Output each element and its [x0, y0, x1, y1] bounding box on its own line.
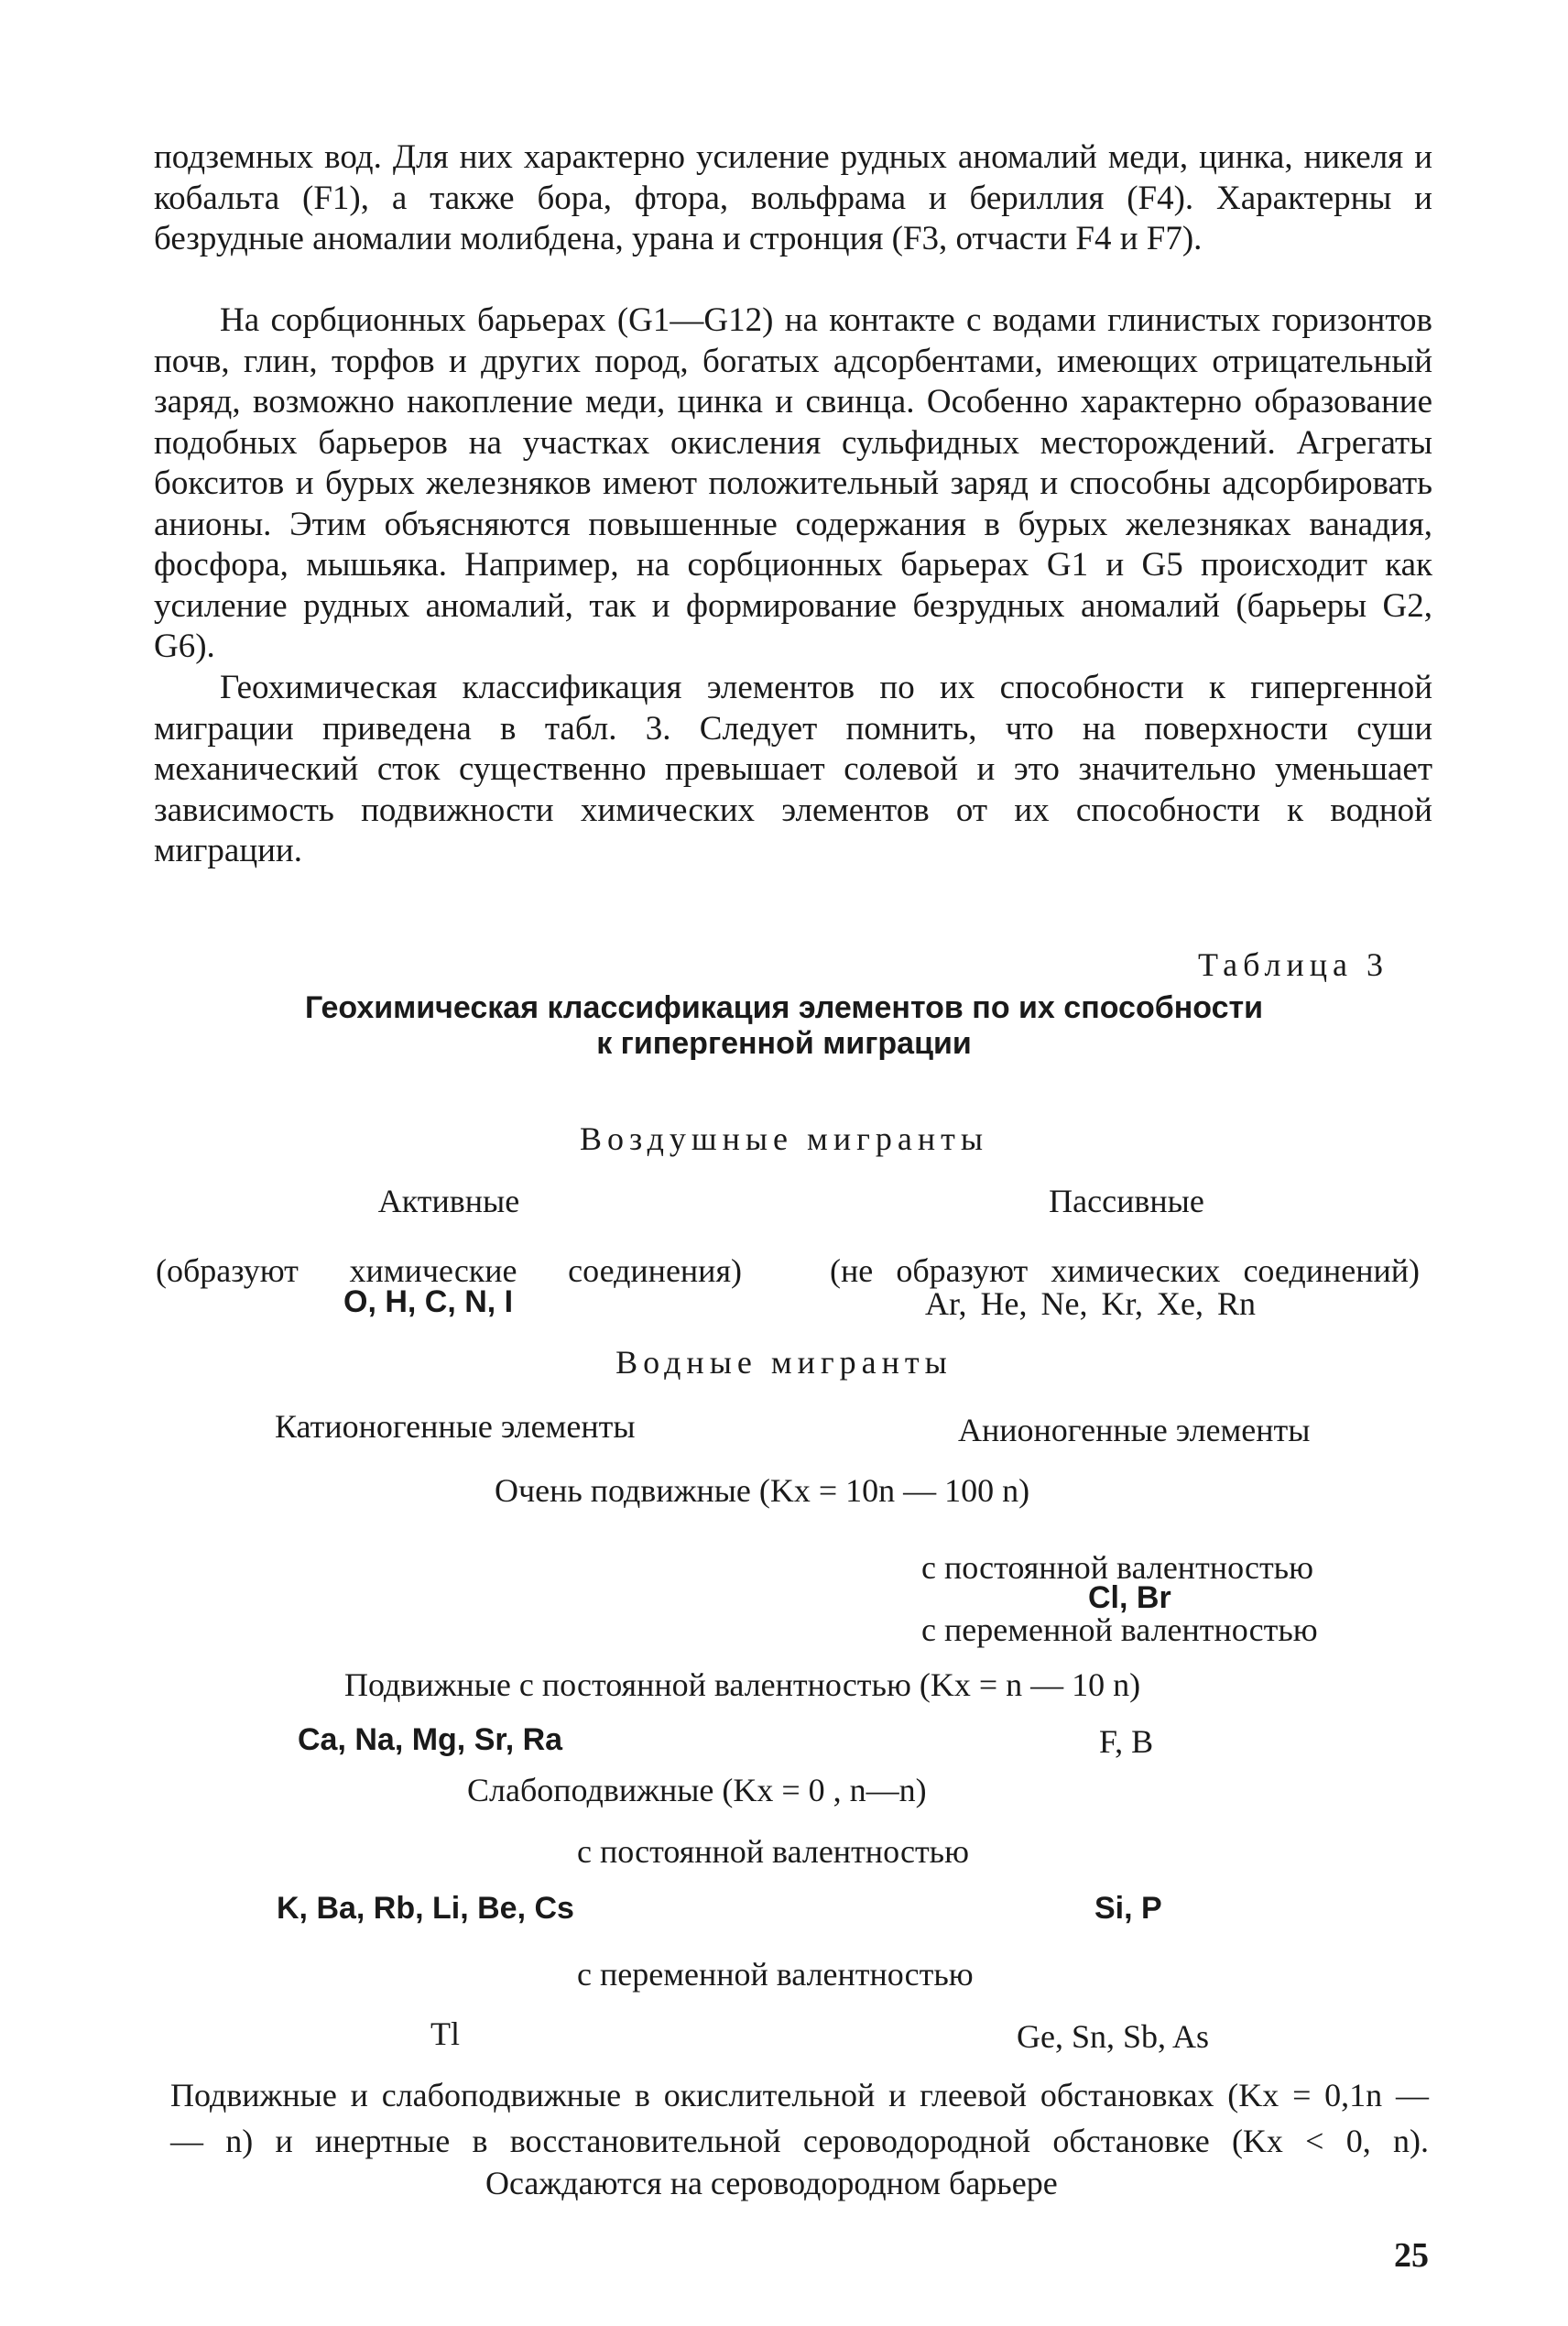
redox-line-2: — n) и инертные в восстановительной сероводородной обстановке (Kx < 0, n).	[170, 2123, 1429, 2159]
water-migrants-heading: Водные мигранты	[615, 1344, 953, 1381]
passive-label: Пассивные	[1049, 1183, 1204, 1219]
active-elements: O, H, C, N, I	[343, 1284, 514, 1319]
active-label: Активные	[377, 1183, 520, 1219]
table-label: Таблица 3	[1198, 946, 1388, 983]
weak-mobile-heading: Слабоподвижные (Kx = 0 , n—n)	[467, 1772, 927, 1808]
paragraph-groundwater: подземных вод. Для них характерно усиление рудных аномалий меди, цинка, никеля и кобальта (F1), а также бора, фтора, вольфрама и бериллия (F4). Характерны и безрудные аномалии молибдена, урана и стронция (F3, отчасти F4 и F7).	[154, 138, 1432, 257]
weak-var-valence: с переменной валентностью	[577, 1956, 974, 1993]
redox-line-3: Осаждаются на сероводородном барьере	[485, 2165, 1058, 2201]
paragraph-classification: Геохимическая классификация элементов по их способности к гипергенной миграции приведена в табл. 3. Следует помнить, что на поверхности суши механический сток существенно превышает солевой и это значительно уменьшает зависимость подвижности химических элементов от их способности к водной миграции.	[154, 669, 1432, 869]
var-cations: Tl	[430, 2015, 460, 2052]
table-title-line-1: Геохимическая классификация элементов по их способности	[304, 990, 1264, 1025]
paragraph-sorption-barriers: На сорбционных барьерах (G1—G12) на контакте с водами глинистых горизонтов почв, глин, торфов и других пород, богатых адсорбентами, имеющих отрицательный заряд, возможно накопление меди, цинка и свинца. Особенно характерно образование подобных барьеров на участках окисления сульфидных месторождений. Агрегаты бокситов и бурых железняков имеют положительный заряд и способны адсорбировать анионы. Этим объясняются повышенные содержания в бурых железняках ванадия, фосфора, мышьяка. Например, на сорбционных барьерах G1 и G5 происходит как усиление рудных аномалий, так и формирование безрудных аномалий (барьеры G2, G6).	[154, 301, 1432, 665]
air-migrants-heading: Воздушные мигранты	[579, 1120, 989, 1157]
very-mobile-anions: Cl, Br	[1088, 1580, 1171, 1615]
mobile-heading: Подвижные с постоянной валентностью (Kx = n — 10 n)	[344, 1666, 1141, 1703]
anion-label: Анионогенные элементы	[958, 1412, 1311, 1448]
passive-elements: Ar, He, Ne, Kr, Xe, Rn	[925, 1285, 1257, 1322]
var-anions: Ge, Sn, Sb, As	[1017, 2018, 1210, 2055]
very-mobile-var-valence: с переменной валентностью	[921, 1611, 1318, 1648]
weak-cations: K, Ba, Rb, Li, Be, Cs	[277, 1891, 574, 1926]
weak-const-valence: с постоянной валентностью	[577, 1833, 969, 1870]
very-mobile-const-valence: с постоянной валентностью	[921, 1549, 1313, 1586]
passive-note: (не образуют химических соединений)	[830, 1252, 1420, 1289]
page-number: 25	[1394, 2236, 1429, 2275]
redox-line-1: Подвижные и слабоподвижные в окислительной и глеевой обстановках (Kx = 0,1n —	[170, 2077, 1429, 2113]
cation-label: Катионогенные элементы	[275, 1408, 636, 1445]
table-title-line-2: к гипергенной миграции	[596, 1026, 972, 1061]
mobile-cations: Ca, Na, Mg, Sr, Ra	[298, 1722, 563, 1757]
mobile-anions: F, B	[1099, 1723, 1154, 1760]
weak-anions: Si, P	[1094, 1891, 1162, 1926]
very-mobile-heading: Очень подвижные (Kx = 10n — 100 n)	[495, 1472, 1030, 1509]
active-note: (образуют химические соединения)	[156, 1252, 742, 1289]
